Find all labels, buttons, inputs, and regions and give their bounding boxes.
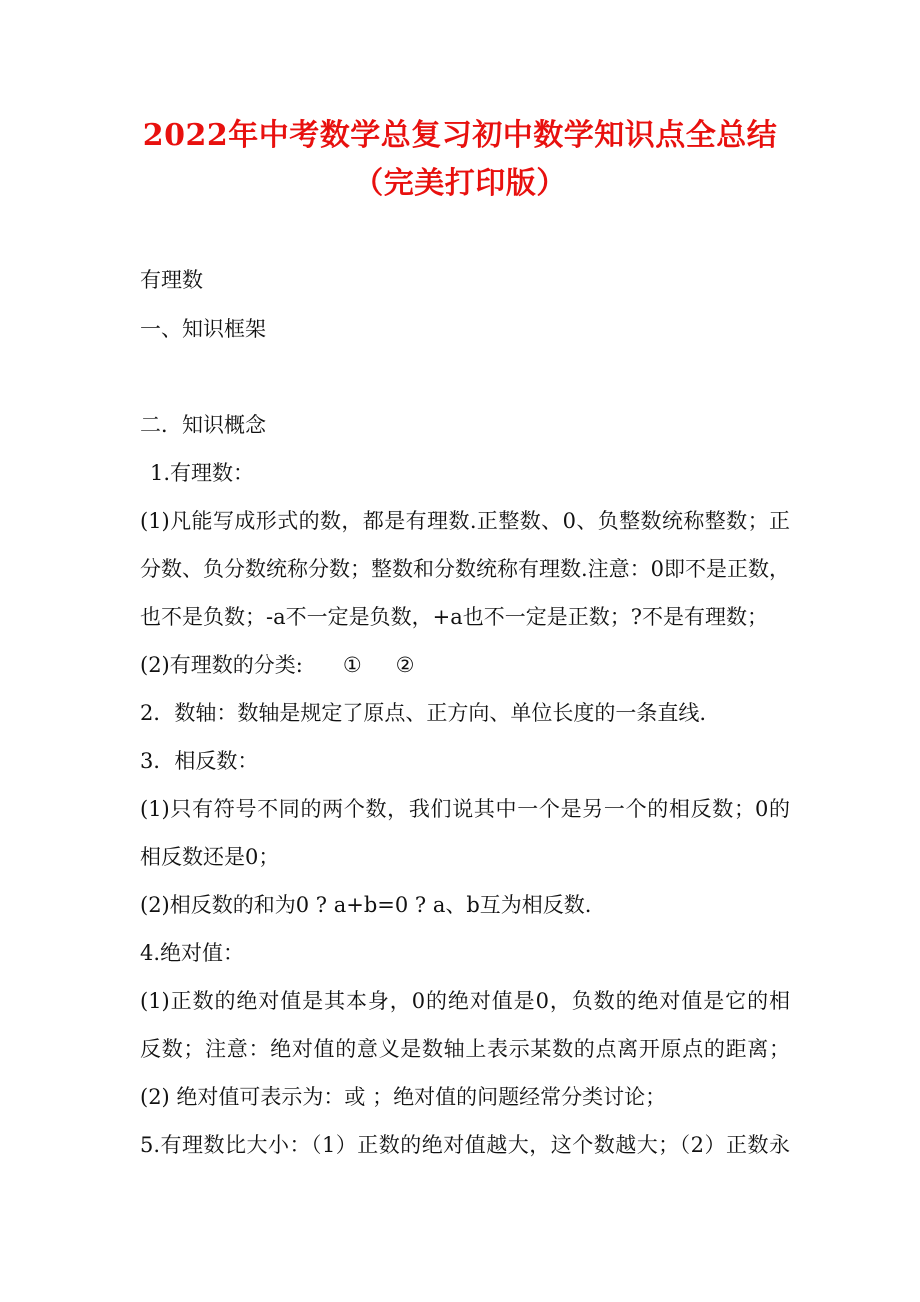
heading-knowledge-concepts: 二．知识概念 bbox=[140, 413, 266, 437]
item5-line1: 5.有理数比大小：（1）正数的绝对值越大，这个数越大；（2）正数永 bbox=[140, 1133, 790, 1157]
item3-paragraph2: (2)相反数的和为0 ? a+b=0 ? a、b互为相反数. bbox=[140, 893, 592, 917]
document-title-line2: （完美打印版） bbox=[353, 166, 567, 201]
section-title: 有理数 bbox=[140, 268, 203, 292]
heading-knowledge-framework: 一、知识框架 bbox=[140, 317, 266, 341]
item2-number-line: 2．数轴：数轴是规定了原点、正方向、单位长度的一条直线. bbox=[140, 701, 707, 725]
item1-paragraph1-line1: (1)凡能写成形式的数，都是有理数.正整数、0、负整数统称整数；正 bbox=[140, 509, 790, 533]
item1-paragraph2 bbox=[140, 650, 790, 680]
item4-heading: 4.绝对值： bbox=[140, 941, 245, 965]
document-title-line1: 2022年中考数学总复习初中数学知识点全总结 bbox=[142, 118, 778, 153]
item4-paragraph1-line1: (1)正数的绝对值是其本身，0的绝对值是0，负数的绝对值是它的相 bbox=[140, 989, 790, 1013]
item3-paragraph1-line1: (1)只有符号不同的两个数，我们说其中一个是另一个的相反数；0的 bbox=[140, 797, 790, 821]
item3-heading: 3．相反数： bbox=[140, 749, 259, 773]
item4-paragraph1-line2: 反数；注意：绝对值的意义是数轴上表示某数的点离开原点的距离； bbox=[140, 1037, 790, 1061]
classification-mark-2: ② bbox=[395, 653, 415, 677]
item4-paragraph2: (2) 绝对值可表示为：或 ；绝对值的问题经常分类讨论； bbox=[140, 1085, 667, 1109]
classification-mark-1: ① bbox=[342, 653, 362, 677]
item1-paragraph1-line3: 也不是负数；-a不一定是负数，+a也不一定是正数；?不是有理数； bbox=[140, 605, 768, 629]
item1-paragraph1-line2: 分数、负分数统称分数；整数和分数统称有理数.注意：0即不是正数， bbox=[140, 557, 791, 581]
item1-heading: 1.有理数： bbox=[150, 461, 255, 485]
item3-paragraph1-line2: 相反数还是0； bbox=[140, 845, 280, 869]
classification-text: (2)有理数的分类: bbox=[140, 653, 303, 677]
